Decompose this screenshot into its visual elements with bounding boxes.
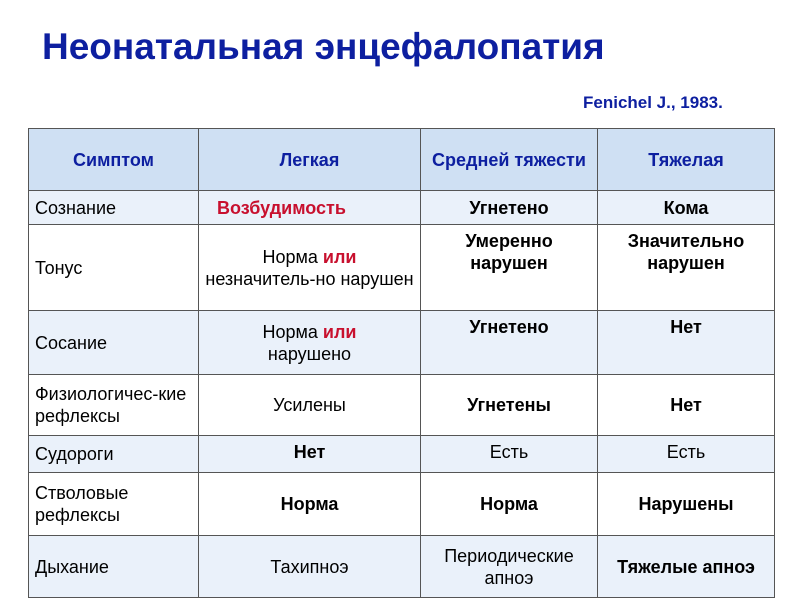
moderate-cell: Периодические апноэ [421, 536, 598, 598]
moderate-cell: Угнетено [421, 311, 598, 375]
symptom-cell: Сознание [29, 191, 199, 225]
severe-cell: Нарушены [598, 473, 775, 536]
mild-cell: Норма [199, 473, 421, 536]
moderate-cell: Есть [421, 436, 598, 473]
mild-cell: Норма или незначитель-но нарушен [199, 225, 421, 311]
moderate-cell: Умеренно нарушен [421, 225, 598, 311]
moderate-cell: Угнетено [421, 191, 598, 225]
header-moderate: Средней тяжести [421, 129, 598, 191]
severe-cell: Значительно нарушен [598, 225, 775, 311]
table-row [29, 536, 775, 598]
severe-cell: Кома [598, 191, 775, 225]
symptom-cell: Судороги [29, 436, 199, 473]
symptom-cell: Физиологичес-кие рефлексы [29, 375, 199, 436]
moderate-cell: Угнетены [421, 375, 598, 436]
table-row [29, 311, 775, 375]
symptom-cell: Сосание [29, 311, 199, 375]
header-mild: Легкая [199, 129, 421, 191]
header-row [29, 129, 775, 191]
severe-cell: Нет [598, 311, 775, 375]
mild-cell: Тахипноэ [199, 536, 421, 598]
symptom-cell: Стволовые рефлексы [29, 473, 199, 536]
severe-cell: Есть [598, 436, 775, 473]
table-row [29, 225, 775, 311]
page-title: Неонатальная энцефалопатия [42, 26, 605, 67]
table-row [29, 191, 775, 225]
encephalopathy-table [28, 128, 775, 598]
symptom-cell: Тонус [29, 225, 199, 311]
table-row [29, 473, 775, 536]
mild-cell: Возбудимость [199, 191, 421, 225]
mild-cell: Нет [199, 436, 421, 473]
moderate-cell: Норма [421, 473, 598, 536]
table-row [29, 436, 775, 473]
mild-cell: Усилены [199, 375, 421, 436]
symptom-cell: Дыхание [29, 536, 199, 598]
table-row [29, 375, 775, 436]
header-severe: Тяжелая [598, 129, 775, 191]
severe-cell: Тяжелые апноэ [598, 536, 775, 598]
source-citation: Fenichel J., 1983. [583, 93, 723, 112]
severe-cell: Нет [598, 375, 775, 436]
mild-cell: Норма или нарушено [199, 311, 421, 375]
header-symptom: Симптом [29, 129, 199, 191]
